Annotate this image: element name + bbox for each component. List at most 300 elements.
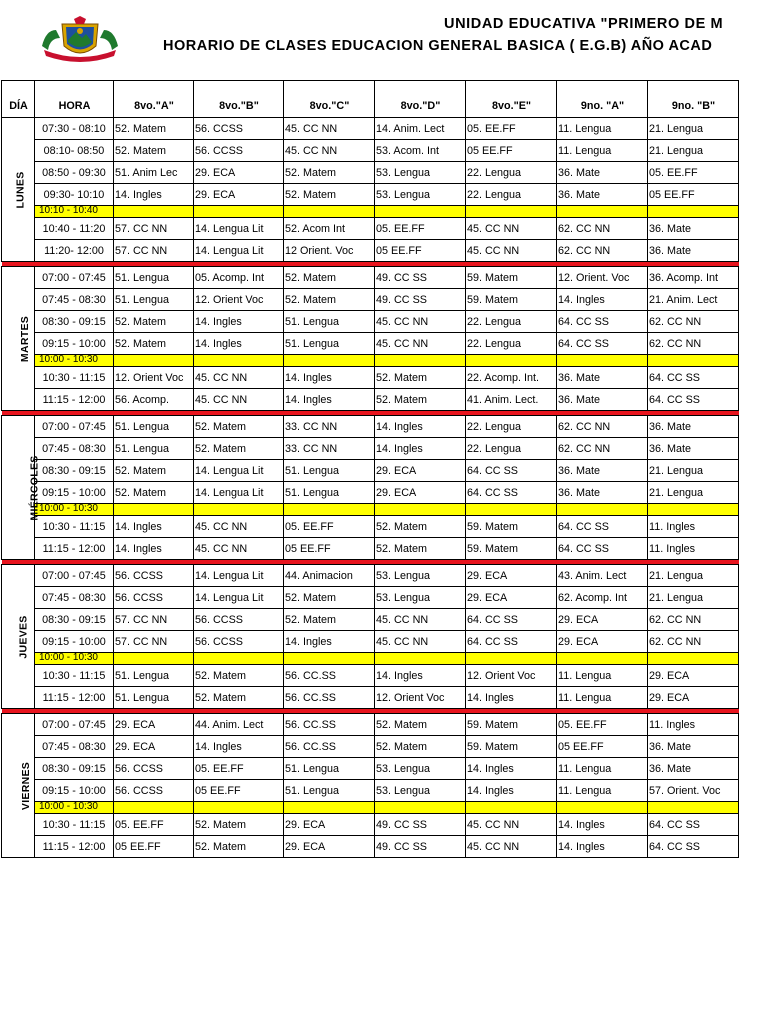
table-row xyxy=(2,609,739,631)
subject-cell: 52. Matem xyxy=(114,482,194,504)
subject-cell: 36. Mate xyxy=(648,240,739,262)
subject-cell: 52. Matem xyxy=(375,516,466,538)
subject-cell: 45. CC NN xyxy=(284,140,375,162)
subject-cell: 51. Lengua xyxy=(114,289,194,311)
subject-cell: 14. Lengua Lit xyxy=(194,218,284,240)
subject-cell: 51. Lengua xyxy=(284,333,375,355)
subject-cell: 14. Ingles xyxy=(557,836,648,858)
subject-cell: 29. ECA xyxy=(557,609,648,631)
break-cell xyxy=(114,802,194,814)
subject-cell: 12 Orient. Voc xyxy=(284,240,375,262)
subject-cell: 36. Mate xyxy=(648,438,739,460)
time-cell: 11:20- 12:00 xyxy=(35,240,114,262)
table-row xyxy=(2,240,739,262)
break-cell xyxy=(284,504,375,516)
day-cell xyxy=(2,267,35,411)
time-cell: 10:30 - 11:15 xyxy=(35,665,114,687)
subject-cell: 36. Mate xyxy=(648,736,739,758)
time-cell: 07:45 - 08:30 xyxy=(35,438,114,460)
subject-cell: 14. Ingles xyxy=(466,758,557,780)
time-cell: 07:45 - 08:30 xyxy=(35,289,114,311)
subject-cell: 45. CC NN xyxy=(375,333,466,355)
day-cell xyxy=(2,714,35,858)
subject-cell: 64. CC SS xyxy=(557,538,648,560)
school-crest-icon xyxy=(40,16,120,62)
subject-cell: 14. Ingles xyxy=(284,367,375,389)
subject-cell: 05. EE.FF xyxy=(284,516,375,538)
subject-cell: 29. ECA xyxy=(648,665,739,687)
subject-cell: 14. Ingles xyxy=(375,438,466,460)
subject-cell: 52. Matem xyxy=(194,665,284,687)
subject-cell: 57. CC NN xyxy=(114,609,194,631)
table-row xyxy=(2,389,739,411)
subject-cell: 52. Matem xyxy=(194,836,284,858)
break-cell xyxy=(114,653,194,665)
table-row xyxy=(2,416,739,438)
subject-cell: 45. CC NN xyxy=(284,118,375,140)
subject-cell: 45. CC NN xyxy=(194,538,284,560)
break-cell xyxy=(375,653,466,665)
subject-cell: 53. Acom. Int xyxy=(375,140,466,162)
subject-cell: 51. Lengua xyxy=(114,416,194,438)
subject-cell: 56. CCSS xyxy=(194,140,284,162)
table-row xyxy=(2,665,739,687)
subject-cell: 11. Lengua xyxy=(557,758,648,780)
subject-cell: 29. ECA xyxy=(114,714,194,736)
subject-cell: 14. Ingles xyxy=(557,814,648,836)
subject-cell: 62. CC NN xyxy=(648,311,739,333)
break-cell xyxy=(114,206,194,218)
subject-cell: 14. Ingles xyxy=(114,184,194,206)
break-cell xyxy=(466,355,557,367)
subject-cell: 14. Lengua Lit xyxy=(194,240,284,262)
break-cell xyxy=(114,355,194,367)
subject-cell: 21. Lengua xyxy=(648,460,739,482)
subject-cell: 14. Ingles xyxy=(114,538,194,560)
subject-cell: 29. ECA xyxy=(466,587,557,609)
day-cell xyxy=(2,565,35,709)
break-cell xyxy=(284,653,375,665)
table-row xyxy=(2,218,739,240)
break-row xyxy=(2,206,739,218)
subject-cell: 11. Lengua xyxy=(557,687,648,709)
time-cell: 08:30 - 09:15 xyxy=(35,311,114,333)
subject-cell: 14. Ingles xyxy=(375,665,466,687)
subject-cell: 05 EE.FF xyxy=(648,184,739,206)
subject-cell: 21. Lengua xyxy=(648,118,739,140)
subject-cell: 53. Lengua xyxy=(375,587,466,609)
subject-cell: 36. Mate xyxy=(557,482,648,504)
table-row xyxy=(2,267,739,289)
subject-cell: 45. CC NN xyxy=(375,631,466,653)
subject-cell: 52. Matem xyxy=(284,184,375,206)
subject-cell: 05. Acomp. Int xyxy=(194,267,284,289)
break-time-cell: 10:00 - 10:30 xyxy=(35,802,114,814)
break-cell xyxy=(194,355,284,367)
subject-cell: 45. CC NN xyxy=(466,814,557,836)
subject-cell: 14. Ingles xyxy=(194,311,284,333)
subject-cell: 51. Lengua xyxy=(284,758,375,780)
break-cell xyxy=(466,206,557,218)
subject-cell: 14. Ingles xyxy=(114,516,194,538)
break-cell xyxy=(557,206,648,218)
time-cell: 11:15 - 12:00 xyxy=(35,389,114,411)
table-row xyxy=(2,367,739,389)
subject-cell: 14. Lengua Lit xyxy=(194,482,284,504)
break-cell xyxy=(284,355,375,367)
subject-cell: 36. Mate xyxy=(557,162,648,184)
break-cell xyxy=(375,206,466,218)
subject-cell: 11. Lengua xyxy=(557,118,648,140)
subject-cell: 62. CC NN xyxy=(648,631,739,653)
time-cell: 10:30 - 11:15 xyxy=(35,516,114,538)
subject-cell: 22. Lengua xyxy=(466,333,557,355)
subject-cell: 56. CCSS xyxy=(194,609,284,631)
subject-cell: 59. Matem xyxy=(466,267,557,289)
subject-cell: 56. CC.SS xyxy=(284,714,375,736)
subject-cell: 21. Lengua xyxy=(648,565,739,587)
subject-cell: 64. CC SS xyxy=(557,311,648,333)
day-label: LUNES xyxy=(14,170,27,209)
column-header-day: DÍA xyxy=(2,81,35,118)
subject-cell: 36. Mate xyxy=(648,218,739,240)
subject-cell: 05 EE.FF xyxy=(114,836,194,858)
subject-cell: 52. Matem xyxy=(114,140,194,162)
table-row xyxy=(2,836,739,858)
column-header-course: 9no. "A" xyxy=(557,81,648,118)
day-label: MARTES xyxy=(19,315,32,362)
subject-cell: 51. Anim Lec xyxy=(114,162,194,184)
subject-cell: 05 EE.FF xyxy=(466,140,557,162)
subject-cell: 36. Mate xyxy=(557,460,648,482)
subject-cell: 36. Mate xyxy=(557,184,648,206)
subject-cell: 52. Matem xyxy=(194,687,284,709)
subject-cell: 52. Matem xyxy=(194,438,284,460)
subject-cell: 21. Anim. Lect xyxy=(648,289,739,311)
subject-cell: 22. Lengua xyxy=(466,311,557,333)
subject-cell: 45. CC NN xyxy=(194,389,284,411)
subject-cell: 14. Ingles xyxy=(466,780,557,802)
subject-cell: 64. CC SS xyxy=(557,516,648,538)
subject-cell: 64. CC SS xyxy=(466,609,557,631)
subject-cell: 29. ECA xyxy=(114,736,194,758)
subject-cell: 51. Lengua xyxy=(284,460,375,482)
subject-cell: 36. Acomp. Int xyxy=(648,267,739,289)
column-header-course: 9no. "B" xyxy=(648,81,739,118)
subject-cell: 56. CCSS xyxy=(194,631,284,653)
break-cell xyxy=(114,504,194,516)
table-row xyxy=(2,482,739,504)
table-row xyxy=(2,333,739,355)
subject-cell: 56. CCSS xyxy=(194,118,284,140)
subject-cell: 21. Lengua xyxy=(648,140,739,162)
subject-cell: 56. CC.SS xyxy=(284,736,375,758)
time-cell: 09:15 - 10:00 xyxy=(35,333,114,355)
subject-cell: 52. Matem xyxy=(284,587,375,609)
break-cell xyxy=(648,653,739,665)
subject-cell: 29. ECA xyxy=(557,631,648,653)
subject-cell: 12. Orient. Voc xyxy=(557,267,648,289)
subject-cell: 36. Mate xyxy=(557,367,648,389)
time-cell: 09:30- 10:10 xyxy=(35,184,114,206)
break-cell xyxy=(284,802,375,814)
time-cell: 08:30 - 09:15 xyxy=(35,609,114,631)
subject-cell: 12. Orient Voc xyxy=(194,289,284,311)
subject-cell: 64. CC SS xyxy=(466,482,557,504)
time-cell: 09:15 - 10:00 xyxy=(35,482,114,504)
subject-cell: 52. Acom Int xyxy=(284,218,375,240)
table-row xyxy=(2,758,739,780)
time-cell: 11:15 - 12:00 xyxy=(35,836,114,858)
subject-cell: 64. CC SS xyxy=(466,460,557,482)
day-cell xyxy=(2,118,35,262)
subject-cell: 36. Mate xyxy=(648,758,739,780)
subject-cell: 59. Matem xyxy=(466,289,557,311)
subject-cell: 29. ECA xyxy=(194,162,284,184)
table-row xyxy=(2,565,739,587)
subject-cell: 14. Lengua Lit xyxy=(194,587,284,609)
break-time-cell: 10:00 - 10:30 xyxy=(35,653,114,665)
subject-cell: 33. CC NN xyxy=(284,416,375,438)
table-row xyxy=(2,311,739,333)
table-row xyxy=(2,516,739,538)
subject-cell: 49. CC SS xyxy=(375,814,466,836)
break-row xyxy=(2,355,739,367)
subject-cell: 52. Matem xyxy=(194,814,284,836)
subject-cell: 52. Matem xyxy=(114,311,194,333)
subject-cell: 44. Animacion xyxy=(284,565,375,587)
day-label: JUEVES xyxy=(17,614,30,659)
subject-cell: 14. Ingles xyxy=(284,631,375,653)
time-cell: 08:10- 08:50 xyxy=(35,140,114,162)
subject-cell: 14. Ingles xyxy=(466,687,557,709)
subject-cell: 05 EE.FF xyxy=(194,780,284,802)
subject-cell: 44. Anim. Lect xyxy=(194,714,284,736)
subject-cell: 14. Ingles xyxy=(375,416,466,438)
break-cell xyxy=(375,504,466,516)
column-header-course: 8vo."D" xyxy=(375,81,466,118)
table-row xyxy=(2,714,739,736)
subject-cell: 11. Lengua xyxy=(557,665,648,687)
subject-cell: 51. Lengua xyxy=(114,267,194,289)
break-cell xyxy=(194,206,284,218)
subject-cell: 53. Lengua xyxy=(375,780,466,802)
subject-cell: 59. Matem xyxy=(466,736,557,758)
subject-cell: 52. Matem xyxy=(375,736,466,758)
subject-cell: 53. Lengua xyxy=(375,565,466,587)
subject-cell: 29. ECA xyxy=(284,836,375,858)
subject-cell: 14. Ingles xyxy=(194,333,284,355)
subject-cell: 52. Matem xyxy=(284,162,375,184)
subject-cell: 64. CC SS xyxy=(648,836,739,858)
break-row xyxy=(2,504,739,516)
table-row xyxy=(2,438,739,460)
time-cell: 07:00 - 07:45 xyxy=(35,267,114,289)
table-row xyxy=(2,538,739,560)
time-cell: 09:15 - 10:00 xyxy=(35,780,114,802)
subject-cell: 22. Lengua xyxy=(466,162,557,184)
column-header-course: 8vo."E" xyxy=(466,81,557,118)
time-cell: 07:00 - 07:45 xyxy=(35,714,114,736)
break-time-cell: 10:10 - 10:40 xyxy=(35,206,114,218)
subject-cell: 22. Lengua xyxy=(466,438,557,460)
subject-cell: 53. Lengua xyxy=(375,184,466,206)
subject-cell: 12. Orient Voc xyxy=(466,665,557,687)
break-cell xyxy=(648,504,739,516)
table-row xyxy=(2,140,739,162)
subject-cell: 11. Lengua xyxy=(557,780,648,802)
subject-cell: 29. ECA xyxy=(284,814,375,836)
time-cell: 11:15 - 12:00 xyxy=(35,538,114,560)
subject-cell: 11. Ingles xyxy=(648,714,739,736)
subject-cell: 57. CC NN xyxy=(114,240,194,262)
subject-cell: 62. CC NN xyxy=(557,218,648,240)
time-cell: 07:00 - 07:45 xyxy=(35,416,114,438)
subject-cell: 41. Anim. Lect. xyxy=(466,389,557,411)
subject-cell: 56. CCSS xyxy=(114,780,194,802)
subject-cell: 52. Matem xyxy=(284,267,375,289)
subject-cell: 05. EE.FF xyxy=(557,714,648,736)
subject-cell: 05. EE.FF xyxy=(114,814,194,836)
subject-cell: 51. Lengua xyxy=(114,665,194,687)
time-cell: 07:45 - 08:30 xyxy=(35,587,114,609)
subject-cell: 45. CC NN xyxy=(466,836,557,858)
subject-cell: 62. CC NN xyxy=(648,609,739,631)
break-cell xyxy=(557,504,648,516)
table-row xyxy=(2,736,739,758)
subject-cell: 45. CC NN xyxy=(375,311,466,333)
subject-cell: 64. CC SS xyxy=(557,333,648,355)
subject-cell: 53. Lengua xyxy=(375,162,466,184)
time-cell: 08:30 - 09:15 xyxy=(35,758,114,780)
subject-cell: 45. CC NN xyxy=(194,516,284,538)
subject-cell: 05. EE.FF xyxy=(375,218,466,240)
subject-cell: 62. CC NN xyxy=(557,240,648,262)
subject-cell: 49. CC SS xyxy=(375,289,466,311)
subject-cell: 14. Ingles xyxy=(284,389,375,411)
time-cell: 11:15 - 12:00 xyxy=(35,687,114,709)
subject-cell: 51. Lengua xyxy=(284,482,375,504)
table-row xyxy=(2,460,739,482)
subject-cell: 05 EE.FF xyxy=(557,736,648,758)
subject-cell: 14. Ingles xyxy=(194,736,284,758)
time-cell: 09:15 - 10:00 xyxy=(35,631,114,653)
subject-cell: 12. Orient Voc xyxy=(375,687,466,709)
subject-cell: 52. Matem xyxy=(114,118,194,140)
subject-cell: 62. CC NN xyxy=(648,333,739,355)
subject-cell: 49. CC SS xyxy=(375,836,466,858)
day-label: MIÉRCOLES xyxy=(28,454,41,521)
break-cell xyxy=(557,653,648,665)
subject-cell: 43. Anim. Lect xyxy=(557,565,648,587)
subject-cell: 45. CC NN xyxy=(466,218,557,240)
subject-cell: 29. ECA xyxy=(375,482,466,504)
subject-cell: 57. CC NN xyxy=(114,631,194,653)
time-cell: 10:40 - 11:20 xyxy=(35,218,114,240)
time-cell: 07:00 - 07:45 xyxy=(35,565,114,587)
subject-cell: 29. ECA xyxy=(466,565,557,587)
subject-cell: 12. Orient Voc xyxy=(114,367,194,389)
subject-cell: 05 EE.FF xyxy=(284,538,375,560)
subject-cell: 45. CC NN xyxy=(194,367,284,389)
class-schedule-table xyxy=(1,80,739,858)
break-cell xyxy=(648,206,739,218)
subject-cell: 52. Matem xyxy=(375,714,466,736)
subject-cell: 36. Mate xyxy=(648,416,739,438)
break-cell xyxy=(466,653,557,665)
subject-cell: 51. Lengua xyxy=(284,780,375,802)
subject-cell: 14. Ingles xyxy=(557,289,648,311)
subject-cell: 21. Lengua xyxy=(648,587,739,609)
time-cell: 07:30 - 08:10 xyxy=(35,118,114,140)
subject-cell: 05. EE.FF xyxy=(466,118,557,140)
break-cell xyxy=(194,802,284,814)
subject-cell: 64. CC SS xyxy=(466,631,557,653)
table-row xyxy=(2,814,739,836)
subject-cell: 62. Acomp. Int xyxy=(557,587,648,609)
subject-cell: 52. Matem xyxy=(114,333,194,355)
break-cell xyxy=(648,802,739,814)
subject-cell: 64. CC SS xyxy=(648,367,739,389)
subject-cell: 45. CC NN xyxy=(466,240,557,262)
subject-cell: 14. Lengua Lit xyxy=(194,460,284,482)
break-cell xyxy=(284,206,375,218)
subject-cell: 22. Lengua xyxy=(466,416,557,438)
break-cell xyxy=(557,355,648,367)
subject-cell: 64. CC SS xyxy=(648,389,739,411)
break-cell xyxy=(466,504,557,516)
table-row xyxy=(2,289,739,311)
break-cell xyxy=(375,802,466,814)
table-row xyxy=(2,587,739,609)
subject-cell: 56. CCSS xyxy=(114,758,194,780)
subject-cell: 52. Matem xyxy=(114,460,194,482)
subject-cell: 51. Lengua xyxy=(114,438,194,460)
subject-cell: 51. Lengua xyxy=(114,687,194,709)
subject-cell: 56. CC.SS xyxy=(284,665,375,687)
subject-cell: 62. CC NN xyxy=(557,416,648,438)
table-row xyxy=(2,118,739,140)
time-cell: 08:30 - 09:15 xyxy=(35,460,114,482)
subject-cell: 51. Lengua xyxy=(284,311,375,333)
break-cell xyxy=(375,355,466,367)
subject-cell: 59. Matem xyxy=(466,714,557,736)
subject-cell: 29. ECA xyxy=(648,687,739,709)
day-label: VIERNES xyxy=(20,761,33,810)
subject-cell: 56. Acomp. xyxy=(114,389,194,411)
subject-cell: 11. Ingles xyxy=(648,538,739,560)
schedule-title: HORARIO DE CLASES EDUCACION GENERAL BASICA ( E.G.B) AÑO ACAD xyxy=(163,38,713,54)
subject-cell: 11. Ingles xyxy=(648,516,739,538)
subject-cell: 29. ECA xyxy=(375,460,466,482)
table-row xyxy=(2,780,739,802)
column-header-course: 8vo."C" xyxy=(284,81,375,118)
subject-cell: 05. EE.FF xyxy=(194,758,284,780)
subject-cell: 05. EE.FF xyxy=(648,162,739,184)
break-time-cell: 10:00 - 10:30 xyxy=(35,355,114,367)
subject-cell: 56. CCSS xyxy=(114,587,194,609)
break-cell xyxy=(194,504,284,516)
subject-cell: 52. Matem xyxy=(194,416,284,438)
column-header-hora: HORA xyxy=(35,81,114,118)
break-cell xyxy=(194,653,284,665)
subject-cell: 14. Anim. Lect xyxy=(375,118,466,140)
subject-cell: 11. Lengua xyxy=(557,140,648,162)
day-cell xyxy=(2,416,41,560)
break-row xyxy=(2,802,739,814)
time-cell: 10:30 - 11:15 xyxy=(35,814,114,836)
subject-cell: 29. ECA xyxy=(194,184,284,206)
